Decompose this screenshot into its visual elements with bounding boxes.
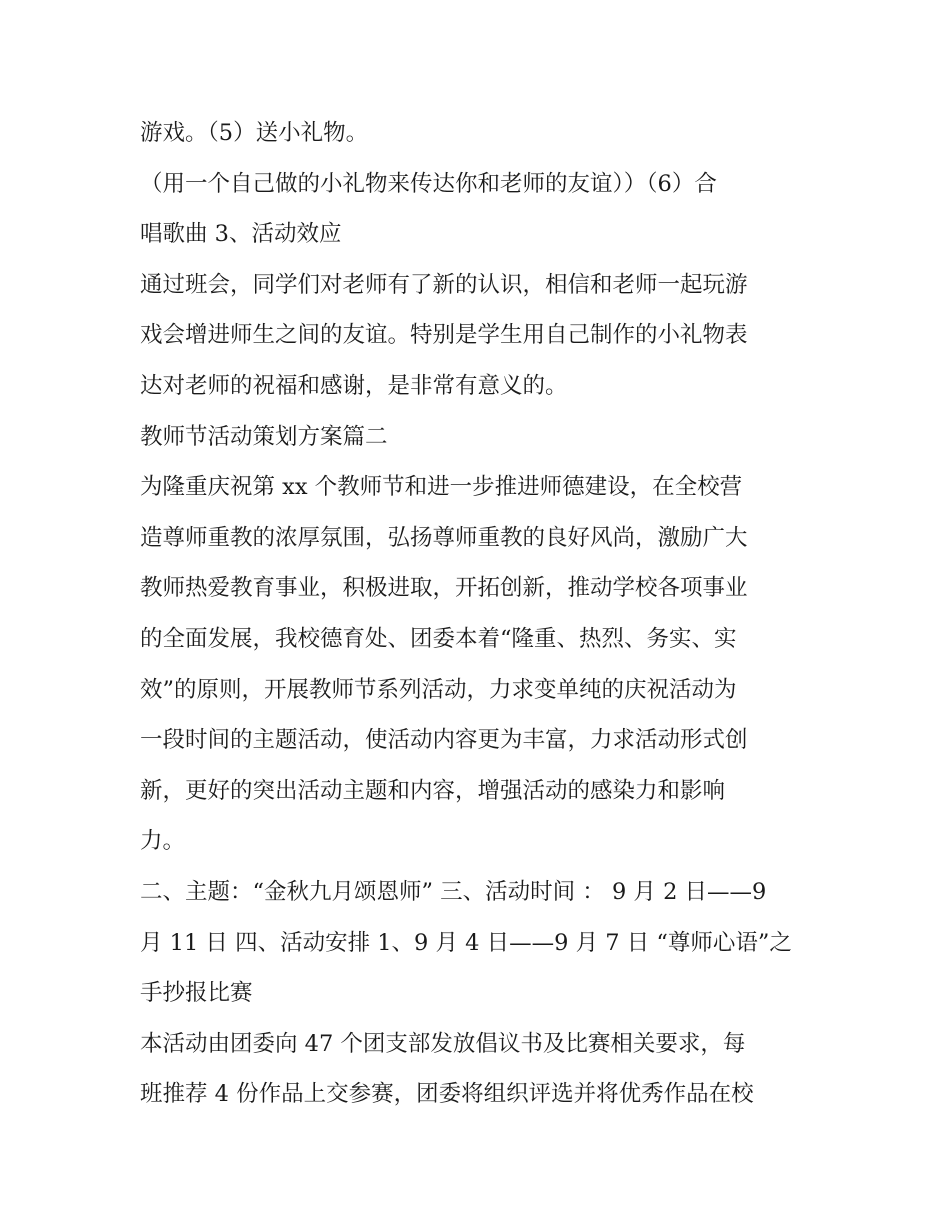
text-line: 效”的原则，开展教师节系列活动，力求变单纯的庆祝活动为 (140, 676, 737, 703)
text-line: 唱歌曲 3、活动效应 (140, 221, 342, 248)
text-line: 本活动由团委向 47 个团支部发放倡议书及比赛相关要求，每 (140, 1030, 746, 1057)
document-body (140, 108, 820, 1120)
text-line: （用一个自己做的小礼物来传达你和老师的友谊））（6）合 (140, 170, 717, 197)
text-line: 游戏。（5）送小礼物。 (140, 120, 369, 146)
text-line: 造尊师重教的浓厚氛围，弘扬尊师重教的良好风尚，激励广大 (140, 524, 748, 551)
text-line: 二、主题：“金秋九月颂恩师” 三、活动时间 ： 9 月 2 日——9 (140, 878, 767, 905)
text-line: 手抄报比赛 (140, 980, 253, 1007)
text-line: 月 11 日 四、活动安排 1、9 月 4 日——9 月 7 日 “尊师心语”之 (140, 929, 792, 956)
text-line: 的全面发展，我校德育处、团委本着“隆重、热烈、务实、实 (140, 625, 737, 652)
section-heading: 教师节活动策划方案篇二 (140, 423, 388, 450)
text-line: 为隆重庆祝第 xx 个教师节和进一步推进师德建设，在全校营 (140, 474, 743, 501)
text-line: 新，更好的突出活动主题和内容，增强活动的感染力和影响 (140, 777, 726, 804)
text-line: 通过班会，同学们对老师有了新的认识，相信和老师一起玩游 (140, 271, 748, 298)
text-line: 达对老师的祝福和感谢，是非常有意义的。 (140, 372, 568, 399)
text-line: 力。 (140, 828, 186, 855)
text-line: 教师热爱教育事业，积极进取，开拓创新，推动学校各项事业 (140, 575, 748, 602)
text-line: 一段时间的主题活动，使活动内容更为丰富，力求活动形式创 (140, 727, 748, 754)
text-line: 戏会增进师生之间的友谊。特别是学生用自己制作的小礼物表 (140, 322, 748, 349)
text-line: 班推荐 4 份作品上交参赛，团委将组织评选并将优秀作品在校 (140, 1081, 754, 1108)
